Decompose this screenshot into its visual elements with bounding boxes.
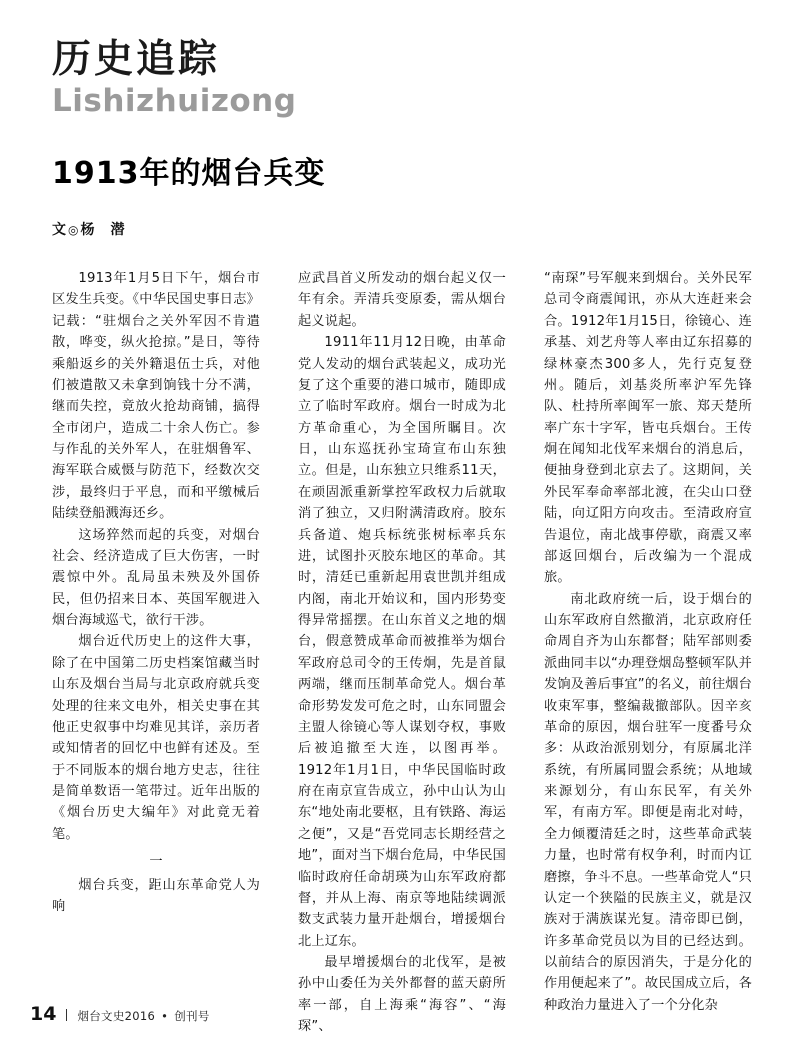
footer-publication: 烟台文史2016 bbox=[77, 1009, 156, 1023]
page-footer bbox=[30, 1003, 210, 1025]
column-1 bbox=[52, 268, 260, 968]
footer-bullet-icon: • bbox=[161, 1009, 169, 1023]
masthead bbox=[52, 38, 752, 119]
byline-mark-icon: ◎ bbox=[68, 222, 80, 237]
paragraph: 1911年11月12日晚，由革命党人发动的烟台武装起义，成功光复了这个重要的港口城市，随即成立了临时军政府。烟台一时成为北方革命重心，为全国所瞩目。次日，山东巡抚孙宝琦宣布山东独立。但是，山东独立只维系11天，在顽固派重新掌控军政权力后就取消了独立，又归附满清政府。胶东兵备道、炮兵标统张树标率兵东进，试图扑灭胶东地区的革命。其时，清廷已重新起用袁世凯并组成内阁，南北开始议和，国内形势变得异常摇摆。在山东首义之地的烟台，假意赞成革命而被推举为烟台军政府总司令的王传炯，先是首鼠两端，继而压制革命党人。烟台革命形势发发可危之时，山东同盟会主盟人徐镜心等人谋划夺权，事败后被追撤至大连，以图再举。1912年1月1日，中华民国临时政府在南京宣告成立，孙中山认为山东“地处南北要枢，且有铁路、海运之便”，又是“吾党同志长期经营之地”，面对当下烟台危局，中华民国临时政府任命胡瑛为山东军政府都督，并从上海、南京等地陆续调派数支武装力量开赴烟台，增援烟台北上辽东。 bbox=[298, 335, 506, 949]
masthead-title-cn: 历史追踪 bbox=[52, 37, 221, 82]
byline bbox=[52, 219, 752, 239]
page-title: 1913年的烟台兵变 bbox=[52, 156, 326, 191]
byline-author: 杨 潜 bbox=[80, 221, 126, 238]
paragraph: 南北政府统一后，设于烟台的山东军政府自然撤消，北京政府任命周自齐为山东都督；陆军部则委派曲同丰以“办理登烟岛整顿军队并发饷及善后事宜”的名义，前往烟台收束军事，整编裁撤部队。因辛亥革命的原因，烟台驻军一度番号众多：从政治派别划分，有原属北洋系统，有所属同盟会系统；从地域来源划分，有山东民军，有关外军，有南方军。即便是南北对峙，全力倾覆清廷之时，这些革命武装力量，也时常有权争利，时而内讧磨擦，争斗不息。一些革命党人“只认定一个狭隘的民族主义，就是汉族对于满族谋光复。清帝即已倒，许多革命党员以为目的已经达到。以前结合的原因消失，于是分化的作用便起来了”。故民国成立后，各种政治力量进入了一个分化杂 bbox=[544, 591, 752, 1013]
paragraph: 烟台近代历史上的这件大事，除了在中国第二历史档案馆藏当时山东及烟台当局与北京政府就兵变处理的往来文电外，相关史事在其他正史叙事中均难见其详，亲历者或知情者的回忆中也鲜有述及。至于不同版本的烟台地方史志，往往是简单数语一笔带过。近年出版的《烟台历史大编年》对此竟无着笔。 bbox=[52, 634, 260, 842]
paragraph: 这场猝然而起的兵变，对烟台社会、经济造成了巨大伤害，一时震惊中外。乱局虽未殃及外国侨民，但仍招来日本、英国军舰进入烟台海域巡弋，欲行干涉。 bbox=[52, 527, 260, 628]
byline-prefix: 文 bbox=[52, 221, 67, 238]
column-3 bbox=[544, 268, 752, 1013]
page-number: 14 bbox=[30, 1003, 57, 1025]
paragraph: 1913年1月5日下午，烟台市区发生兵变。《中华民国史事日志》记载：“驻烟台之关外军因不肯遣散，哗变，纵火抢掠。”是日，等待乘船返乡的关外籍退伍士兵，对他们被遣散又未拿到饷钱十分不满，继而失控，竟放火抢劫商铺，搞得全市闭户，造成二十余人伤亡。参与作乱的关外军人，在驻烟鲁军、海军联合威慑与防范下，经数次交涉，最终归于平息，而和平缴械后陆续登船溅海还乡。 bbox=[52, 271, 260, 522]
column-2 bbox=[298, 268, 506, 1035]
paragraph: 烟台兵变，距山东革命党人为响 bbox=[52, 877, 260, 914]
masthead-title-pinyin: Lishizhuizong bbox=[52, 82, 297, 119]
section-divider: 一 bbox=[149, 854, 163, 870]
footer-issue: 创刊号 bbox=[174, 1009, 210, 1023]
footer-divider bbox=[66, 1009, 67, 1021]
paragraph: “南琛”号军舰来到烟台。关外民军总司令商震闻讯，亦从大连赶来会合。1912年1月15日，徐镜心、连承基、刘艺舟等人率由辽东招募的绿林豪杰300多人，先行克复登州。随后，刘基炎所率沪军先锋队、杜持所率闽军一旅、郑天楚所率广东十字军，皆屯兵烟台。王传炯在闻知北伐军来烟台的消息后，便抽身登到北京去了。这期间，关外民军奉命率部北渡，在尖山口登陆，向辽阳方向攻击。至清政府宣告退位，南北战事停歇，商震又率部返回烟台，后改编为一个混成旅。 bbox=[544, 271, 752, 586]
paragraph: 最早增援烟台的北伐军，是被孙中山委任为关外都督的蓝天蔚所率一部，自上海乘“海容”、“海琛”、 bbox=[298, 955, 506, 1035]
title-block bbox=[52, 155, 752, 239]
paragraph: 应武昌首义所发动的烟台起义仅一年有余。弄清兵变原委，需从烟台起义说起。 bbox=[298, 271, 506, 329]
